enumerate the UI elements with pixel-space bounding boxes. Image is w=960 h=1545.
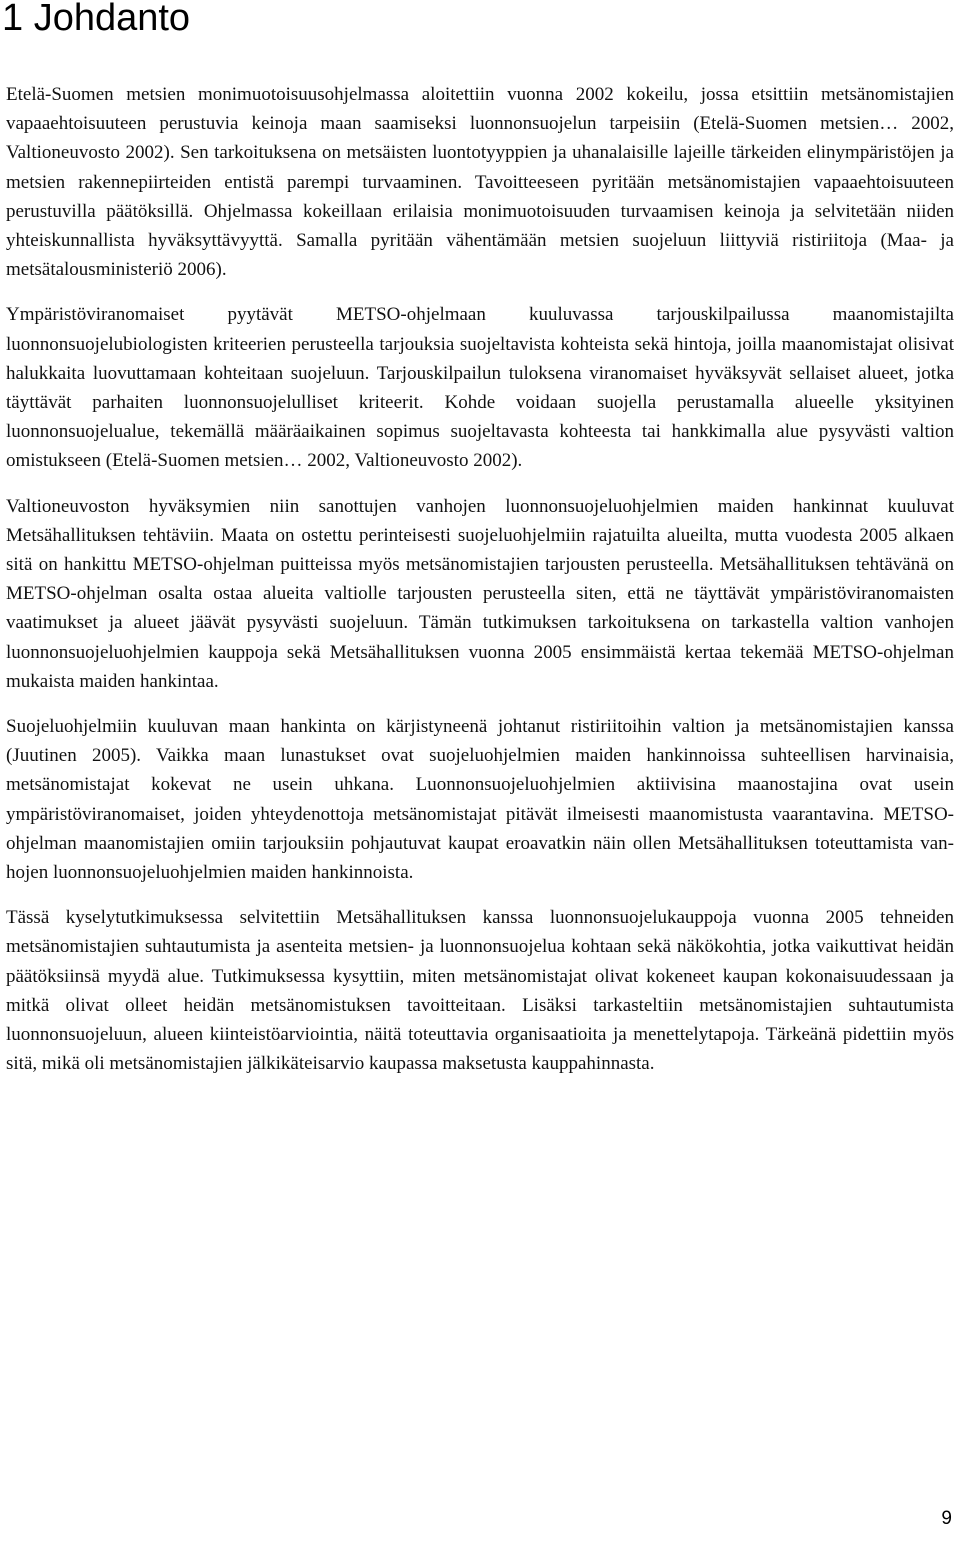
paragraph-4: Suojeluohjelmiin kuuluvan maan hankinta on kärjistyneenä johtanut ristiriitoihin valtion ja metsänomistajien kanssa (Juutinen 2005). Vaikka maan lunastukset ovat suojeluohjelmien maiden hankinnoissa suhteellisen harvinaisia, metsänomistajat kokevat ne usein uhkana. Luonnonsuojeluohjelmien aktiivisina maanostajina ovat usein ympäristöviranomaiset, joiden yhteydenottoja metsänomistajat pitävät ilmeisesti maanomistusta vaarantavina. METSO-ohjelman maanomistajien omiin tarjouksiin pohjautuvat kaupat eroavatkin näin ollen Metsähallituksen toteuttamista vanhojen luonnonsuojeluohjelmien maiden hankinnoista.	[6, 716, 954, 884]
body-text	[6, 80, 954, 1095]
paragraph-5: Tässä kyselytutkimuksessa selvitettiin Metsähallituksen kanssa luonnonsuojelukauppoja vuonna 2005 tehneiden metsänomistajien suhtautumista ja asenteita metsien- ja luonnonsuojelua kohtaan sekä näkökohtia, jotka vaikuttivat heidän päätöksiinsä myydä alue. Tutkimuksessa kysyttiin, miten metsänomistajat olivat kokeneet kaupan kokonaisuudessaan ja mitkä olivat olleet heidän metsänomistuksen tavoitteitaan. Lisäksi tarkasteltiin metsänomistajien suhtautumista luonnonsuojeluun, alueen kiinteistöarviointia, näitä toteuttavia organisaatioita ja menettelytapoja. Tärkeänä pidettiin myös sitä, mikä oli metsänomistajien jälkikäteisarvio kaupassa maksetusta kauppahinnasta.	[6, 907, 954, 1075]
paragraph-1: Etelä-Suomen metsien monimuotoisuusohjelmassa aloitettiin vuonna 2002 kokeilu, jossa etsittiin metsänomistajien vapaaehtoisuuteen perustuvia keinoja maan saamiseksi luonnonsuojelun tarpeisiin (Etelä-Suomen metsien… 2002, Valtioneuvosto 2002). Sen tarkoituksena on metsäisten luontotyyppien ja uhanalaisille lajeille tärkeiden elinympäristöjen ja metsien rakennepiirteiden entistä parempi turvaaminen. Tavoitteeseen pyritään metsänomistajien vapaaehtoisuuteen perustuvilla päätöksillä. Ohjelmassa kokeillaan erilaisia monimuotoisuuden turvaamisen keinoja ja selvitetään niiden yhteiskunnallista hyväksyttävyyttä. Samalla pyritään vähentämään metsien suojeluun liittyviä ristiriitoja (Maa- ja metsätalousministeriö 2006).	[6, 84, 954, 281]
chapter-title: 1 Johdanto	[2, 0, 191, 39]
page-number: 9	[941, 1508, 952, 1529]
paragraph-3: Valtioneuvoston hyväksymien niin sanottujen vanhojen luonnonsuojeluohjelmien maiden hankinnat kuuluvat Metsähallituksen tehtäviin. Maata on ostettu perinteisesti suojeluohjelmiin rajatuilta alueilta, mutta vuodesta 2005 alkaen sitä on hankittu METSO-ohjelman puitteissa myös metsänomistajien tarjousten perusteella. Metsähallituksen tehtävänä on METSO-ohjelman osalta ostaa alueita valtiolle tarjousten perusteella siten, että ne täyttävät ympäristöviranomaisten vaatimukset ja alueet jäävät pysyvästi suojeluun. Tämän tutkimuksen tarkoituksena on tarkastella valtion vanhojen luonnonsuojeluohjelmien kauppoja sekä Metsähallituksen vuonna 2005 ensimmäistä kertaa tekemää METSO-ohjelman mukaista maiden hankintaa.	[6, 495, 954, 692]
paragraph-2: Ympäristöviranomaiset pyytävät METSO-ohjelmaan kuuluvassa tarjouskilpailussa maanomistajilta luonnonsuojelubiologisten kriteerien perusteella tarjouksia suojeltavista kohteista sekä hintoja, joilla maanomistajat olisivat halukkaita luovuttamaan kohteitaan suojeluun. Tarjouskilpailun tuloksena viranomaiset hyväksyvät sellaiset alueet, jotka täyttävät parhaiten luonnonsuojelulliset kriteerit. Kohde voidaan suojella perustamalla alueelle yksityinen luonnonsuojelualue, tekemällä määräaikainen sopimus suojeltavasta kohteesta tai hankkimalla alue pysyvästi valtion omistukseen (Etelä-Suomen metsien… 2002, Valtioneuvosto 2002).	[6, 304, 954, 472]
